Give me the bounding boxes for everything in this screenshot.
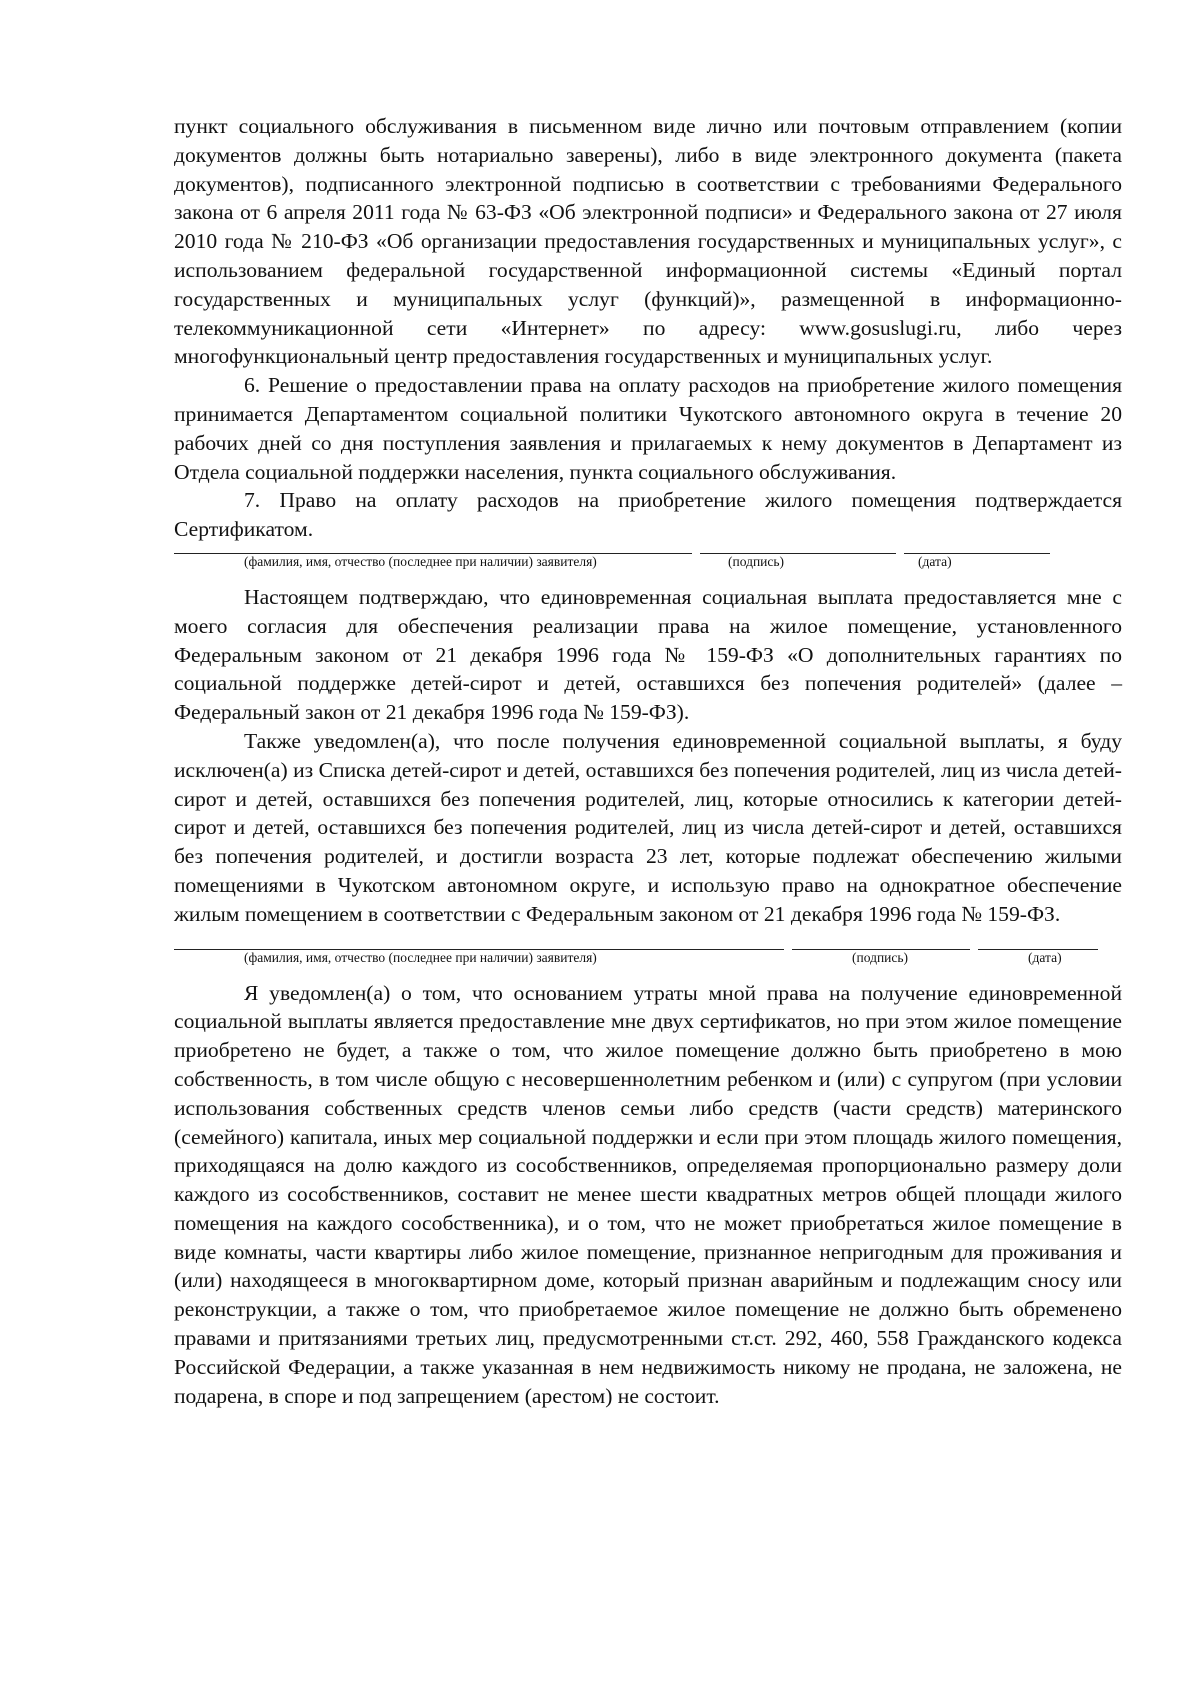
paragraph-loss-of-right-notice: Я уведомлен(а) о том, что основанием утраты мной права на получение единовременной социальной выплаты является предоставление мне двух сертификатов, но при этом жилое помещение приобретено не будет, а также о том, что жилое помещение должно быть приобретено в мою собственность, в том числе общую с несовершеннолетним ребенком и (или) с супругом (при условии использования собственных средств членов семьи либо средств (части средств) материнского (семейного) капитала, иных мер социальной поддержки и если при этом площадь жилого помещения, приходящаяся на долю каждого из сособственников, определяемая пропорционально размеру доли каждого из сособственников, составит не менее шести квадратных метров общей площади жилого помещения на каждого сособственника), и о том, что не может приобретаться жилое помещение в виде комнаты, части квартиры либо жилое помещение, признанное непригодным для проживания и (или) находящееся в многоквартирном доме, который признан аварийным и подлежащим сносу или реконструкции, а также о том, что приобретаемое жилое помещение не должно быть обременено правами и притязаниями третьих лиц, предусмотренными ст.ст. 292, 460, 558 Гражданского кодекса Российской Федерации, а также указанная в нем недвижимость никому не продана, не заложена, не подарена, в споре и под запрещением (арестом) не состоит. [174,980,1122,1408]
paragraph-item-7: 7. Право на оплату расходов на приобретение жилого помещения подтверждается Сертификатом. [174,488,1122,542]
paragraph-item-6: 6. Решение о предоставлении права на оплату расходов на приобретение жилого помещения принимается Департаментом социальной политики Чукотского автономного округа в течение 20 рабочих дней со дня поступления заявления и прилагаемых к нему документов в Департамент из Отдела социальной поддержки населения, пункта социального обслуживания. [174,373,1122,484]
paragraph-submission-methods: пункт социального обслуживания в письменном виде лично или почтовым отправлением (копии документов должны быть нотариально заверены), либо в виде электронного документа (пакета документов), подписанного электронной подписью в соответствии с требованиями Федерального закона от 6 апреля 2011 года № 63-ФЗ «Об электронной подписи» и Федерального закона от 27 июля 2010 года № 210-ФЗ «Об организации предоставления государственных и муниципальных услуг», с использованием федеральной государственной информационной системы «Единый портал государственных и муниципальных услуг (функций)», размещенной в информационно-телекоммуникационной сети «Интернет» по адресу: www.gosuslugi.ru, либо через многофункциональный центр предоставления государственных и муниципальных услуг. [174,114,1122,369]
signature-caption: (подпись) [852,949,909,965]
document-page [174,112,1122,1410]
paragraph-exclusion-notice: Также уведомлен(а), что после получения единовременной социальной выплаты, я буду исключен(а) из Списка детей-сирот и детей, оставшихся без попечения родителей, лиц из числа детей-сирот и детей, оставшихся без попечения родителей, лиц, которые относились к категории детей-сирот и детей, оставшихся без попечения родителей, лиц из числа детей-сирот и детей, оставшихся без попечения родителей, и достигли возраста 23 лет, которые подлежат обеспечению жилыми помещениями в Чукотском автономном округе, и использую право на однократное обеспечение жилым помещением в соответствии с Федеральным законом от 21 декабря 1996 года № 159-ФЗ. [174,728,1122,926]
signature-caption: (подпись) [728,553,785,569]
name-caption: (фамилия, имя, отчество (последнее при наличии) заявителя) [244,949,597,965]
paragraph-consent-confirmation: Настоящем подтверждаю, что единовременная социальная выплата предоставляется мне с моего согласия для обеспечения реализации права на жилое помещение, установленного Федеральным законом от 21 декабря 1996 года № 159-ФЗ «О дополнительных гарантиях по социальной поддержке детей-сирот и детей, оставшихся без попечения родителей» (далее – Федеральный закон от 21 декабря 1996 года № 159-ФЗ). [174,584,1122,725]
date-caption: (дата) [1028,949,1062,965]
signature-block-2 [174,949,1122,979]
name-caption: (фамилия, имя, отчество (последнее при наличии) заявителя) [244,553,597,569]
signature-block-1 [174,553,1122,583]
date-caption: (дата) [918,553,952,569]
